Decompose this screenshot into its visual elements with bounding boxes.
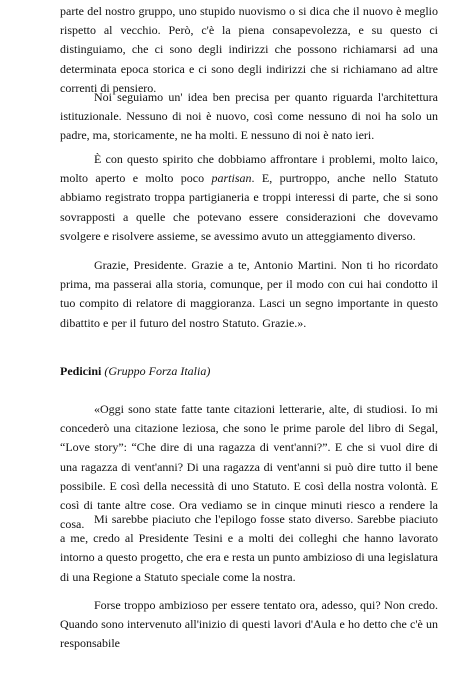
speaker-group: (Gruppo Forza Italia): [104, 364, 211, 378]
paragraph-architettura: Noi seguiamo un' idea ben precisa per quanto riguarda l'architettura istituzionale. Nessuno di noi è nuovo, così come nessuno di noi ha solo un padre, ma, storicamente, ne ha molti. E nessuno di noi è nato ieri.: [60, 90, 438, 143]
paragraph-spirito-text-end: . E, purtroppo, anche nello Statuto abbiamo registrato troppa partigianeria e troppi interessi di parte, che si sono sovrapposti a quelle che potevano essere considerazioni che dovevamo svolgere e risolvere assieme, se avessimo avuto un atteggiamento diverso.: [60, 171, 438, 243]
speaker-heading: [60, 362, 438, 381]
paragraph-ambizioso: Forse troppo ambizioso per essere tentato ora, adesso, qui? Non credo. Quando sono intervenuto all'inizio di questi lavori d'Aula e ho detto che c'è un responsabile: [60, 598, 438, 651]
paragraph-spirito-text-start: È con questo spirito che dobbiamo affrontare i problemi, molto laico, molto aperto e molto poco: [60, 152, 438, 186]
paragraph-continuation: parte del nostro gruppo, uno stupido nuovismo o si dica che il nuovo è meglio rispetto al vecchio. Però, c'è la piena consapevolezza, e su questo ci distinguiamo, che ci sono degli indirizzi che possono richiamarsi ad una determinata epoca storica e ci sono degli indirizzi che si richiamano ad altre correnti di pensiero.: [60, 4, 438, 95]
paragraph-citazione: «Oggi sono state fatte tante citazioni letterarie, alte, di studiosi. Io mi concederò una citazione leziosa, che sono le prime parole del libro di Segal, “Love story”: “Che dire di una ragazza di vent'anni?”. E che si vuol dire di una ragazza di vent'anni? Di una ragazza di vent'anni si può dire tutto il bene possibile. E così della necessità di uno Statuto. E così della nostra volontà. E così di tante altre cose. Ora vediamo se in cinque minuti riesco a rendere la cosa.: [60, 402, 438, 532]
speaker-name: Pedicini: [60, 364, 102, 378]
paragraph-spirito: [60, 150, 438, 246]
paragraph-spirito-emphasis: partisan: [211, 171, 252, 186]
paragraph-grazie: Grazie, Presidente. Grazie a te, Antonio Martini. Non ti ho ricordato prima, ma passerai alla storia, comunque, per il modo con cui hai condotto il tuo compito di relatore di maggioranza. Lasci un segno importante in questo dibattito e per il futuro del nostro Statuto. Grazie.».: [60, 258, 438, 330]
paragraph-epilogo: Mi sarebbe piaciuto che l'epilogo fosse stato diverso. Sarebbe piaciuto a me, credo al Presidente Tesini e a molti dei colleghi che hanno lavorato intorno a questo progetto, che era e resta un punto ambizioso di una legislatura di una Regione a Statuto speciale come la nostra.: [60, 512, 438, 584]
